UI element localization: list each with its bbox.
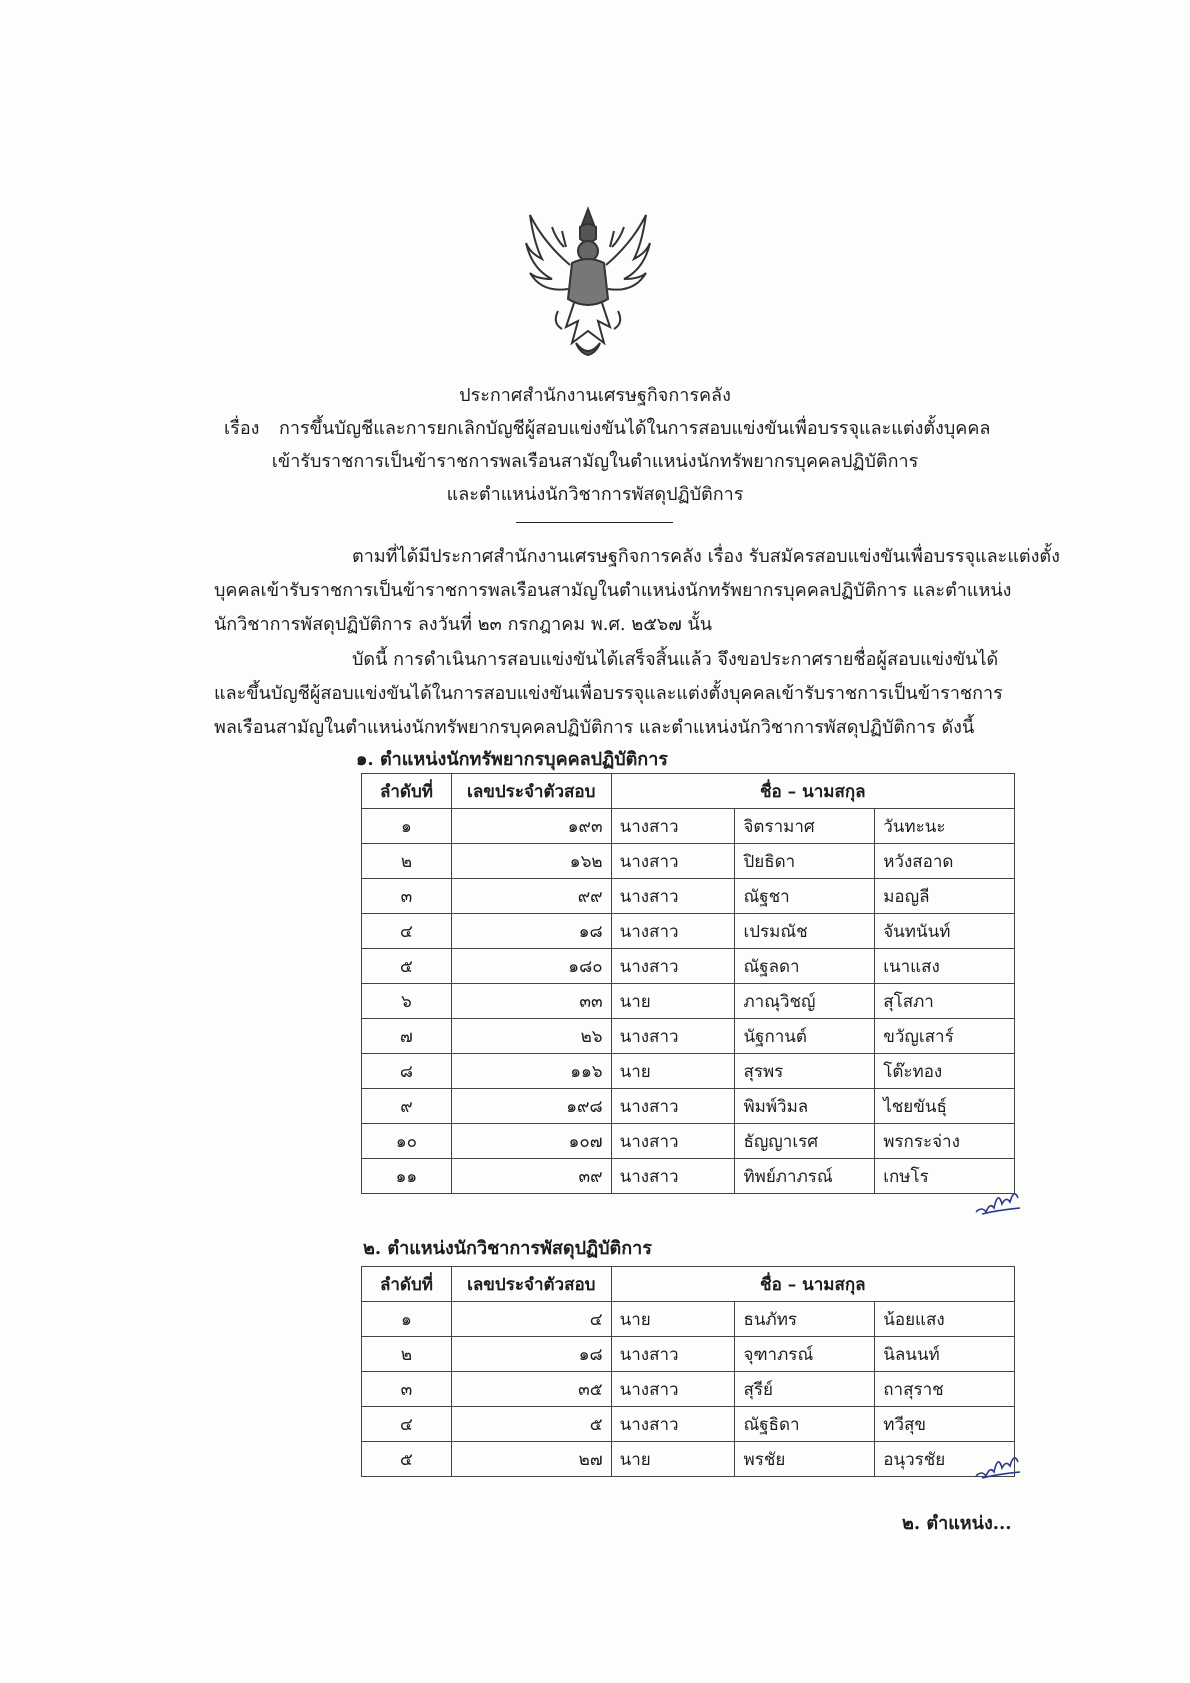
table-row xyxy=(362,1089,1015,1124)
section-1-table xyxy=(361,773,1015,1194)
section-1-heading: ๑. ตำแหน่งนักทรัพยากรบุคคลปฏิบัติการ xyxy=(356,749,668,770)
title-cell: นางสาว xyxy=(611,1372,735,1407)
title-cell: นางสาว xyxy=(611,1407,735,1442)
rank-cell: ๒ xyxy=(362,1337,452,1372)
column-header-exam-id: เลขประจำตัวสอบ xyxy=(451,1267,611,1302)
paragraph-2-line: พลเรือนสามัญในตำแหน่งนักทรัพยากรบุคคลปฏิบัติการ และตำแหน่งนักวิชาการพัสดุปฏิบัติการ ดังนี้ xyxy=(214,717,975,738)
exam-id-cell: ๑๙๘ xyxy=(451,1089,611,1124)
last-name-cell: มอญลี xyxy=(875,879,1015,914)
rank-cell: ๒ xyxy=(362,844,452,879)
first-name-cell: ณัฐธิดา xyxy=(735,1407,875,1442)
first-name-cell: พิมพ์วิมล xyxy=(735,1089,875,1124)
last-name-cell: วันทะนะ xyxy=(875,809,1015,844)
paragraph-2-line: และขึ้นบัญชีผู้สอบแข่งขันได้ในการสอบแข่งขันเพื่อบรรจุและแต่งตั้งบุคคลเข้ารับราชการเป็นข้าราชการ xyxy=(214,683,1003,704)
table-row xyxy=(362,844,1015,879)
first-name-cell: ณัฐลดา xyxy=(735,949,875,984)
rank-cell: ๖ xyxy=(362,984,452,1019)
exam-id-cell: ๙๙ xyxy=(451,879,611,914)
rank-cell: ๑๑ xyxy=(362,1159,452,1194)
table-row xyxy=(362,1337,1015,1372)
table-row xyxy=(362,1442,1015,1477)
exam-id-cell: ๑๘ xyxy=(451,1337,611,1372)
table-row xyxy=(362,1372,1015,1407)
title-cell: นาย xyxy=(611,1302,735,1337)
first-name-cell: สุรีย์ xyxy=(735,1372,875,1407)
subject-line-1: การขึ้นบัญชีและการยกเลิกบัญชีผู้สอบแข่งขันได้ในการสอบแข่งขันเพื่อบรรจุและแต่งตั้งบุคคล xyxy=(279,418,991,439)
subject-label: เรื่อง xyxy=(224,418,260,439)
table-row xyxy=(362,1124,1015,1159)
title-cell: นาย xyxy=(611,1054,735,1089)
section-2-heading: ๒. ตำแหน่งนักวิชาการพัสดุปฏิบัติการ xyxy=(363,1238,652,1259)
rank-cell: ๔ xyxy=(362,1407,452,1442)
subject-line-2: เข้ารับราชการเป็นข้าราชการพลเรือนสามัญในตำแหน่งนักทรัพยากรบุคคลปฏิบัติการ xyxy=(271,451,919,472)
column-header-exam-id: เลขประจำตัวสอบ xyxy=(451,774,611,809)
continuation-marker: ๒. ตำแหน่ง... xyxy=(902,1513,1012,1534)
rank-cell: ๓ xyxy=(362,879,452,914)
last-name-cell: น้อยแสง xyxy=(875,1302,1015,1337)
last-name-cell: เนาแสง xyxy=(875,949,1015,984)
title-cell: นางสาว xyxy=(611,809,735,844)
last-name-cell: อนุวรชัย xyxy=(875,1442,1015,1477)
last-name-cell: สุโสภา xyxy=(875,984,1015,1019)
exam-id-cell: ๑๘๐ xyxy=(451,949,611,984)
first-name-cell: สุรพร xyxy=(735,1054,875,1089)
first-name-cell: ธัญญาเรศ xyxy=(735,1124,875,1159)
column-header-name: ชื่อ – นามสกุล xyxy=(611,1267,1014,1302)
exam-id-cell: ๓๓ xyxy=(451,984,611,1019)
garuda-emblem-icon xyxy=(522,203,654,361)
rank-cell: ๕ xyxy=(362,1442,452,1477)
table-row xyxy=(362,809,1015,844)
title-cell: นางสาว xyxy=(611,1337,735,1372)
table-row xyxy=(362,949,1015,984)
section-2-table xyxy=(361,1266,1015,1477)
exam-id-cell: ๑๑๖ xyxy=(451,1054,611,1089)
exam-id-cell: ๒๗ xyxy=(451,1442,611,1477)
divider xyxy=(516,522,673,523)
last-name-cell: หวังสอาด xyxy=(875,844,1015,879)
paragraph-1-line: บุคคลเข้ารับราชการเป็นข้าราชการพลเรือนสามัญในตำแหน่งนักทรัพยากรบุคคลปฏิบัติการ และตำแหน่ง xyxy=(214,580,1012,601)
last-name-cell: ไชยขันธุ์ xyxy=(875,1089,1015,1124)
exam-id-cell: ๑๖๒ xyxy=(451,844,611,879)
first-name-cell: พรชัย xyxy=(735,1442,875,1477)
title-cell: นางสาว xyxy=(611,1089,735,1124)
announcement-title: ประกาศสำนักงานเศรษฐกิจการคลัง xyxy=(459,385,731,406)
last-name-cell: ถาสุราช xyxy=(875,1372,1015,1407)
rank-cell: ๘ xyxy=(362,1054,452,1089)
rank-cell: ๙ xyxy=(362,1089,452,1124)
table-row xyxy=(362,1302,1015,1337)
paragraph-2 xyxy=(214,643,1014,745)
rank-cell: ๑ xyxy=(362,809,452,844)
rank-cell: ๕ xyxy=(362,949,452,984)
exam-id-cell: ๑๙๓ xyxy=(451,809,611,844)
column-header-rank: ลำดับที่ xyxy=(362,1267,452,1302)
rank-cell: ๔ xyxy=(362,914,452,949)
exam-id-cell: ๑๐๗ xyxy=(451,1124,611,1159)
last-name-cell: นิลนนท์ xyxy=(875,1337,1015,1372)
first-name-cell: เปรมณัช xyxy=(735,914,875,949)
table-header-row xyxy=(362,774,1015,809)
rank-cell: ๑๐ xyxy=(362,1124,452,1159)
first-name-cell: ทิพย์ภาภรณ์ xyxy=(735,1159,875,1194)
exam-id-cell: ๓๙ xyxy=(451,1159,611,1194)
table-row xyxy=(362,984,1015,1019)
exam-id-cell: ๕ xyxy=(451,1407,611,1442)
subject-line-3: และตำแหน่งนักวิชาการพัสดุปฏิบัติการ xyxy=(446,484,744,505)
last-name-cell: เกษโร xyxy=(875,1159,1015,1194)
table-header-row xyxy=(362,1267,1015,1302)
last-name-cell: พรกระจ่าง xyxy=(875,1124,1015,1159)
section-2-table-body xyxy=(362,1302,1015,1477)
title-cell: นางสาว xyxy=(611,914,735,949)
title-cell: นางสาว xyxy=(611,949,735,984)
column-header-name: ชื่อ – นามสกุล xyxy=(611,774,1014,809)
paragraph-1-line: นักวิชาการพัสดุปฏิบัติการ ลงวันที่ ๒๓ กรกฎาคม พ.ศ. ๒๕๖๗ นั้น xyxy=(214,614,713,635)
column-header-rank: ลำดับที่ xyxy=(362,774,452,809)
title-cell: นางสาว xyxy=(611,1019,735,1054)
rank-cell: ๑ xyxy=(362,1302,452,1337)
first-name-cell: จิตรามาศ xyxy=(735,809,875,844)
title-cell: นาย xyxy=(611,1442,735,1477)
table-row xyxy=(362,914,1015,949)
title-cell: นางสาว xyxy=(611,879,735,914)
first-name-cell: ภาณุวิชญ์ xyxy=(735,984,875,1019)
first-name-cell: ณัฐชา xyxy=(735,879,875,914)
table-row xyxy=(362,1159,1015,1194)
last-name-cell: จันทนันท์ xyxy=(875,914,1015,949)
paragraph-2-line: บัดนี้ การดำเนินการสอบแข่งขันได้เสร็จสิ้นแล้ว จึงขอประกาศรายชื่อผู้สอบแข่งขันได้ xyxy=(352,649,999,670)
title-cell: นางสาว xyxy=(611,1159,735,1194)
section-1-table-body xyxy=(362,809,1015,1194)
first-name-cell: ปิยธิดา xyxy=(735,844,875,879)
exam-id-cell: ๔ xyxy=(451,1302,611,1337)
title-cell: นางสาว xyxy=(611,844,735,879)
last-name-cell: โต๊ะทอง xyxy=(875,1054,1015,1089)
title-cell: นางสาว xyxy=(611,1124,735,1159)
exam-id-cell: ๑๘ xyxy=(451,914,611,949)
first-name-cell: จุฑาภรณ์ xyxy=(735,1337,875,1372)
table-row xyxy=(362,1019,1015,1054)
first-name-cell: ธนภัทร xyxy=(735,1302,875,1337)
title-cell: นาย xyxy=(611,984,735,1019)
last-name-cell: ทวีสุข xyxy=(875,1407,1015,1442)
paragraph-1-line: ตามที่ได้มีประกาศสำนักงานเศรษฐกิจการคลัง เรื่อง รับสมัครสอบแข่งขันเพื่อบรรจุและแต่งตั้ง xyxy=(352,546,1060,567)
paragraph-1 xyxy=(214,540,1060,642)
signature-initials-icon xyxy=(972,1446,1024,1482)
rank-cell: ๗ xyxy=(362,1019,452,1054)
table-row xyxy=(362,1407,1015,1442)
exam-id-cell: ๓๕ xyxy=(451,1372,611,1407)
first-name-cell: นัฐกานต์ xyxy=(735,1019,875,1054)
table-row xyxy=(362,879,1015,914)
signature-initials-icon xyxy=(972,1182,1024,1218)
rank-cell: ๓ xyxy=(362,1372,452,1407)
exam-id-cell: ๒๖ xyxy=(451,1019,611,1054)
last-name-cell: ขวัญเสาร์ xyxy=(875,1019,1015,1054)
table-row xyxy=(362,1054,1015,1089)
